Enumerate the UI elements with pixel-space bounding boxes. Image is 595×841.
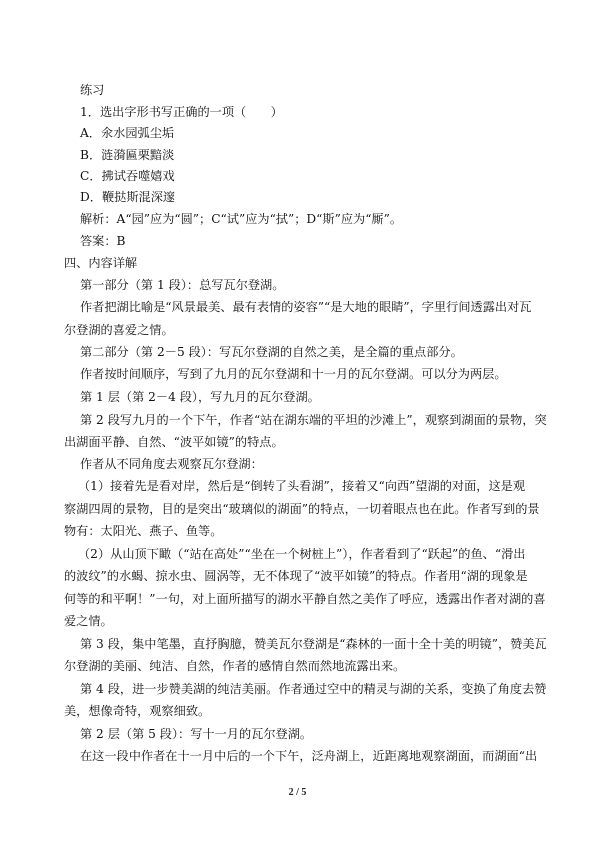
text-line: 物有：太阳光、燕子、鱼等。 xyxy=(64,524,223,538)
text-line: 美，想像奇特，观察细致。 xyxy=(64,704,211,718)
text-line: 出湖面平静、自然、“波平如镜”的特点。 xyxy=(64,435,284,449)
text-line: 第二部分（第 2－5 段）：写瓦尔登湖的自然之美，是全篇的重点部分。 xyxy=(80,345,463,359)
text-line: 第 3 段，集中笔墨，直抒胸臆，赞美瓦尔登湖是“森林的一面十全十美的明镜”，赞美瓦 xyxy=(80,637,547,651)
text-line: 第 4 段，进一步赞美湖的纯洁美丽。作者通过空中的精灵与湖的关系，变换了角度去赞 xyxy=(80,682,547,696)
text-line: D．鞭挞斯混深邃 xyxy=(80,190,176,204)
text-line: B．涟漪匾栗黯淡 xyxy=(80,148,175,162)
text-line: 尔登湖的美丽、纯洁、自然，作者的感情自然而然地流露出来。 xyxy=(64,659,406,673)
text-line: 作者按时间顺序，写到了九月的瓦尔登湖和十一月的瓦尔登湖。可以分为两层。 xyxy=(80,367,507,381)
text-line: 作者从不同角度去观察瓦尔登湖： xyxy=(80,457,263,471)
text-line: 1．选出字形书写正确的一项（ ） xyxy=(80,105,283,119)
text-line: 第 2 层（第 5 段）：写十一月的瓦尔登湖。 xyxy=(80,727,313,741)
text-line: 第 2 段写九月的一个下午，作者“站在湖东端的平坦的沙滩上”，观察到湖面的景物，突 xyxy=(80,413,547,427)
text-line: 的波纹”的水蝎、掠水虫、圆涡等，无不体现了“波平如镜”的特点。作者用“湖的现象是 xyxy=(64,569,528,583)
text-line: 作者把湖比喻是“风景最美、最有表情的姿容”“是大地的眼睛”，字里行间透露出对瓦 xyxy=(80,300,532,314)
section-heading: 四、内容详解 xyxy=(64,256,138,270)
text-line: C．拂试吞噬嬉戏 xyxy=(80,169,175,183)
text-line: 练习 xyxy=(80,83,105,97)
text-line: 尔登湖的喜爱之情。 xyxy=(64,323,174,337)
page-number: 2 / 5 xyxy=(288,787,307,798)
text-line: （1）接着先是看对岸，然后是“倒转了头看湖”，接着又“向西”望湖的对面，这是观 xyxy=(78,479,526,493)
text-line: 答案：B xyxy=(80,234,126,248)
text-line: 在这一段中作者在十一月中后的一个下午，泛舟湖上，近距离地观察湖面，而湖面“出 xyxy=(80,749,538,763)
text-line: 何等的和平啊！”一句，对上面所描写的湖水平静自然之美作了呼应，透露出作者对湖的喜 xyxy=(64,592,546,606)
text-line: 解析：A“园”应为“圆”；C“试”应为“拭”；D“斯”应为“厮”。 xyxy=(80,212,403,226)
text-line: （2）从山顶下瞰（“站在高处”“坐在一个树桩上”），作者看到了“跃起”的鱼、“滑出 xyxy=(78,547,526,561)
text-line: 爱之情。 xyxy=(64,614,113,628)
text-line: A．氽水园弧尘垢 xyxy=(80,126,175,140)
text-line: 第 1 层（第 2－4 段），写九月的瓦尔登湖。 xyxy=(80,390,320,404)
text-line: 第一部分（第 1 段）：总写瓦尔登湖。 xyxy=(80,278,285,292)
text-line: 察湖四周的景物，目的是突出“玻璃似的湖面”的特点，一切着眼点也在此。作者写到的景 xyxy=(64,502,540,516)
